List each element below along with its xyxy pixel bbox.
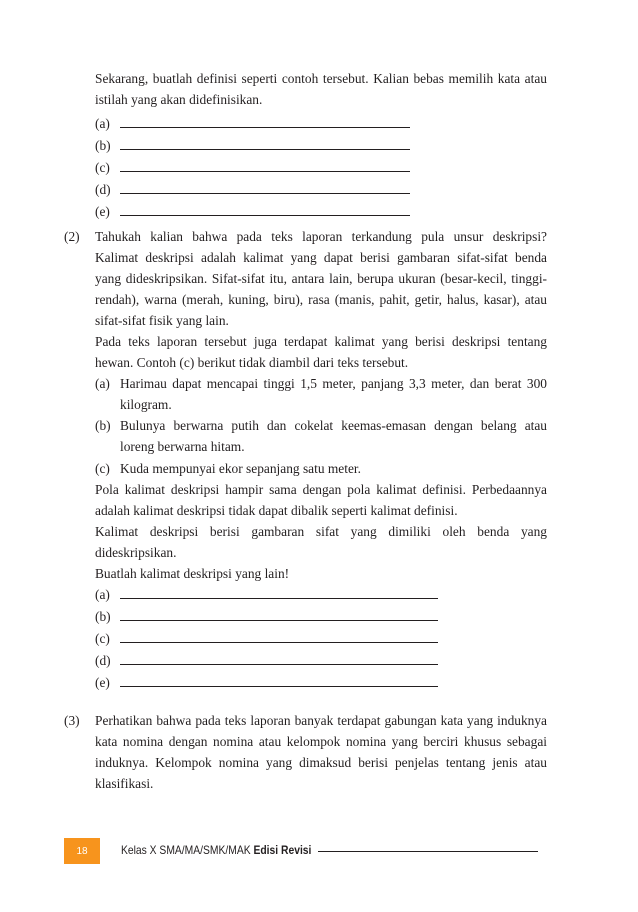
example-a-line-2: kilogram. [120,397,172,412]
item3-line-1: Perhatikan bahwa pada teks laporan banyak terdapat gabungan kata yang induknya [95,713,547,728]
item2-instruction: Buatlah kalimat deskripsi yang lain! [95,566,290,581]
item2-para3-line-2: adalah kalimat deskripsi tidak dapat dibalik seperti kalimat definisi. [95,503,458,518]
desc-blank-label-e: (e) [95,675,110,690]
desc-answer-line-b[interactable] [120,620,438,621]
answer-line-b[interactable] [120,149,410,150]
desc-answer-line-a[interactable] [120,598,438,599]
item-number-2: (2) [64,229,80,244]
blank-label-e: (e) [95,204,110,219]
item2-para1-line-1: Tahukah kalian bahwa pada teks laporan terkandung pula unsur deskripsi? [95,229,547,244]
item2-para4-line-2: dideskripsikan. [95,545,177,560]
answer-line-e[interactable] [120,215,410,216]
example-a-line-1: Harimau dapat mencapai tinggi 1,5 meter, panjang 3,3 meter, dan berat 300 [120,376,547,391]
page-number: 18 [76,845,88,857]
item2-para1-line-3: yang dideskripsikan. Sifat-sifat itu, antara lain, berupa ukuran (besar-kecil, tinggi- [95,271,547,286]
desc-blank-label-c: (c) [95,631,110,646]
item3-line-2: kata nomina dengan nomina atau kelompok nomina yang berciri khusus sebagai [95,734,547,749]
example-c-line-1: Kuda mempunyai ekor sepanjang satu meter. [120,461,361,476]
blank-label-c: (c) [95,160,110,175]
item2-para1-line-2: Kalimat deskripsi adalah kalimat yang dapat berisi gambaran sifat-sifat benda [95,250,547,265]
item2-para2-line-2: hewan. Contoh (c) berikut tidak diambil dari teks tersebut. [95,355,409,370]
intro-line-1: Sekarang, buatlah definisi seperti contoh tersebut. Kalian bebas memilih kata atau [95,71,547,86]
blank-label-a: (a) [95,116,110,131]
intro-line-2: istilah yang akan didefinisikan. [95,92,263,107]
desc-answer-line-c[interactable] [120,642,438,643]
blank-label-b: (b) [95,138,111,153]
page-number-badge [64,838,100,864]
item2-para1-line-5: sifat-sifat fisik yang lain. [95,313,229,328]
example-label-b: (b) [95,418,111,433]
desc-blank-label-d: (d) [95,653,111,668]
book-title: Kelas X SMA/MA/SMK/MAK [121,843,251,857]
item2-para1-line-4: rendah), warna (merah, kuning, biru), rasa (manis, pahit, getir, halus, kasar), atau [95,292,547,307]
answer-line-d[interactable] [120,193,410,194]
example-label-a: (a) [95,376,110,391]
item2-para3-line-1: Pola kalimat deskripsi hampir sama dengan pola kalimat definisi. Perbedaannya [95,482,547,497]
item3-line-4: klasifikasi. [95,776,154,791]
footer-book-title [121,843,311,857]
example-b-line-2: loreng berwarna hitam. [120,439,245,454]
answer-line-a[interactable] [120,127,410,128]
desc-blank-label-b: (b) [95,609,111,624]
item2-para4-line-1: Kalimat deskripsi berisi gambaran sifat yang dimiliki oleh benda yang [95,524,547,539]
blank-label-d: (d) [95,182,111,197]
desc-answer-line-d[interactable] [120,664,438,665]
footer-divider [318,851,538,852]
item3-line-3: induknya. Kelompok nomina yang dimaksud berisi penjelas tentang jenis atau [95,755,547,770]
item-number-3: (3) [64,713,80,728]
item2-para2-line-1: Pada teks laporan tersebut juga terdapat kalimat yang berisi deskripsi tentang [95,334,547,349]
desc-blank-label-a: (a) [95,587,110,602]
desc-answer-line-e[interactable] [120,686,438,687]
answer-line-c[interactable] [120,171,410,172]
example-label-c: (c) [95,461,110,476]
book-edition: Edisi Revisi [253,843,312,857]
example-b-line-1: Bulunya berwarna putih dan cokelat keemas-emasan dengan belang atau [120,418,547,433]
